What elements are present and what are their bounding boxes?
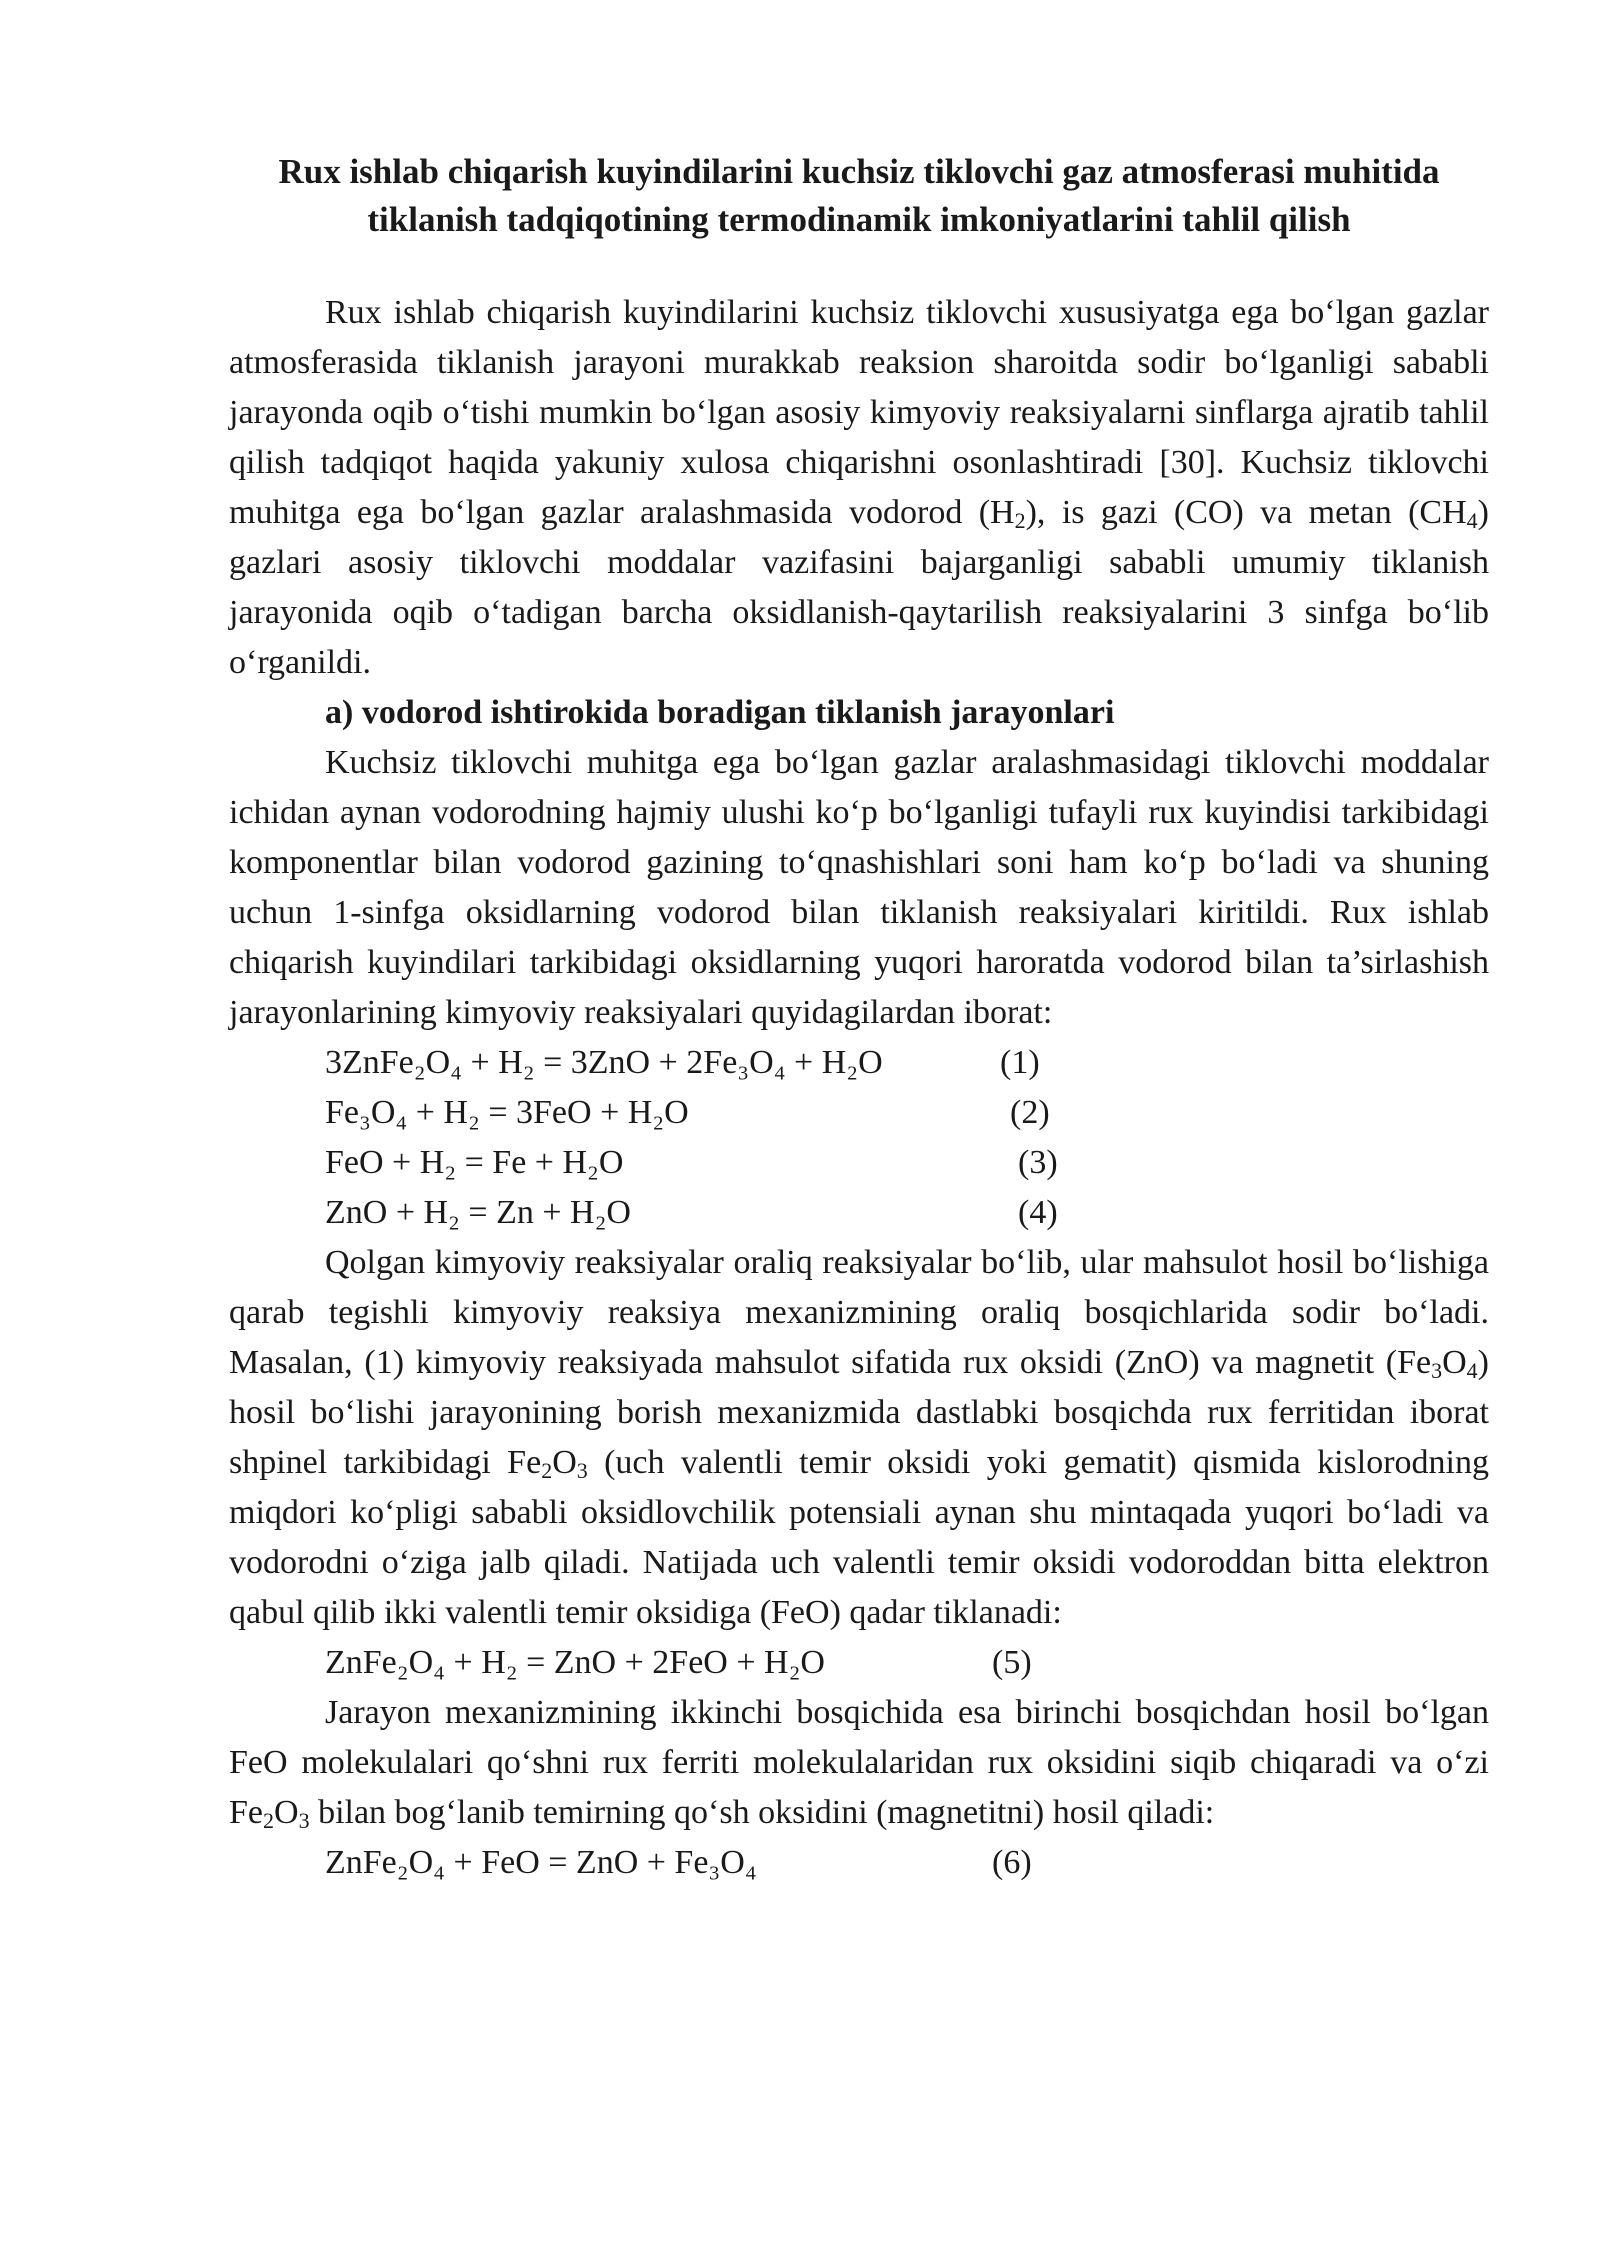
paragraph-mechanism-text-2: O bbox=[1442, 1344, 1467, 1381]
equation-4 bbox=[229, 1188, 1489, 1238]
equation-2 bbox=[229, 1088, 1489, 1138]
equation-3-number: (3) bbox=[1018, 1144, 1058, 1181]
paragraph-mechanism-text-1: Qolgan kimyoviy reaksiyalar oraliq reaksiyalar bo‘lib, ular mahsulot hosil bo‘lishiga qarab tegishli kimyoviy reaksiya mexanizmining oraliq bosqichlarida sodir bo‘ladi. Masalan, (1) kimyoviy reaksiyada mahsulot sifatida rux oksidi (ZnO) va magnetit (Fe bbox=[229, 1244, 1489, 1381]
paragraph-intro-text-2: ), is gazi (CO) va metan (CH bbox=[1025, 494, 1467, 531]
equation-5 bbox=[229, 1638, 1489, 1688]
equation-6-formula: ZnFe₂O₄ + FeO = ZnO + Fe₃O₄ bbox=[325, 1844, 757, 1881]
equation-2-number: (2) bbox=[1010, 1094, 1050, 1131]
section-heading-a: a) vodorod ishtirokida boradigan tiklanish jarayonlari bbox=[325, 694, 1115, 731]
document-title: Rux ishlab chiqarish kuyindilarini kuchsiz tiklovchi gaz atmosferasi muhitida tiklanish tadqiqotining termodinamik imkoniyatlarini tahlil qilish bbox=[278, 152, 1440, 239]
equation-4-formula: ZnO + H₂ = Zn + H₂O bbox=[325, 1194, 631, 1231]
equation-1-formula: 3ZnFe₂O₄ + H₂ = 3ZnO + 2Fe₃O₄ + H₂O bbox=[325, 1044, 883, 1081]
subscript: 3 bbox=[576, 1458, 588, 1483]
equation-1-number: (1) bbox=[1000, 1044, 1040, 1081]
equation-5-number: (5) bbox=[992, 1644, 1032, 1681]
paragraph-hydrogen: Kuchsiz tiklovchi muhitga ega bo‘lgan gazlar aralashmasidagi tiklovchi moddalar ichidan aynan vodorodning hajmiy ulushi ko‘p bo‘lganligi tufayli rux kuyindisi tarkibidagi komponentlar bilan vodorod gazining to‘qnashishlari soni ham ko‘p bo‘ladi va shuning uchun 1-sinfga oksidlarning vodorod bilan tiklanish reaksiyalari kiritildi. Rux ishlab chiqarish kuyindilari tarkibidagi oksidlarning yuqori haroratda vodorod bilan ta’sirlashish jarayonlarining kimyoviy reaksiyalari quyidagilardan iborat: bbox=[229, 744, 1489, 1031]
paragraph-mechanism-text-4: O bbox=[552, 1444, 577, 1481]
subscript: 2 bbox=[263, 1808, 274, 1833]
document-page bbox=[229, 148, 1489, 1888]
paragraph-intro-text-1: Rux ishlab chiqarish kuyindilarini kuchsiz tiklovchi xususiyatga ega bo‘lgan gazlar atmosferasida tiklanish jarayoni murakkab reaksion sharoitda sodir bo‘lganligi sababli jarayonda oqib o‘tishi mumkin bo‘lgan asosiy kimyoviy reaksiyalarni sinflarga ajratib tahlil qilish tadqiqot haqida yakuniy xulosa chiqarishni osonlashtiradi [30]. Kuchsiz tiklovchi muhitga ega bo‘lgan gazlar aralashmasida vodorod (H bbox=[229, 294, 1489, 531]
paragraph-second-stage-text-2: O bbox=[274, 1794, 299, 1831]
equation-6 bbox=[229, 1838, 1489, 1888]
equation-4-number: (4) bbox=[1018, 1194, 1058, 1231]
subscript: 2 bbox=[1014, 508, 1026, 533]
subscript: 3 bbox=[1431, 1358, 1443, 1383]
paragraph-second-stage bbox=[229, 1688, 1489, 1838]
paragraph-mechanism bbox=[229, 1238, 1489, 1638]
subscript: 4 bbox=[1466, 508, 1478, 533]
equation-5-formula: ZnFe₂O₄ + H₂ = ZnO + 2FeO + H₂O bbox=[325, 1644, 825, 1681]
subscript: 3 bbox=[298, 1808, 310, 1833]
paragraph-intro bbox=[229, 288, 1489, 688]
paragraph-second-stage-text-1: Jarayon mexanizmining ikkinchi bosqichida esa birinchi bosqichdan hosil bo‘lgan FeO molekulalari qo‘shni rux ferriti molekulalaridan rux oksidini siqib chiqaradi va o‘zi Fe bbox=[229, 1694, 1489, 1831]
paragraph-mechanism-text-3: ) hosil bo‘lishi jarayonining borish mexanizmida dastlabki bosqichda rux ferritidan iborat shpinel tarkibidagi Fe bbox=[229, 1344, 1489, 1481]
equation-3-formula: FeO + H₂ = Fe + H₂O bbox=[325, 1144, 624, 1181]
paragraph-second-stage-text-3: bilan bog‘lanib temirning qo‘sh oksidini (magnetitni) hosil qiladi: bbox=[309, 1794, 1215, 1831]
equation-1 bbox=[229, 1038, 1489, 1088]
equation-3 bbox=[229, 1138, 1489, 1188]
paragraph-mechanism-text-5: (uch valentli temir oksidi yoki gematit) qismida kislorodning miqdori ko‘pligi sababli oksidlovchilik potensiali aynan shu mintaqada yuqori bo‘ladi va vodorodni o‘ziga jalb qiladi. Natijada uch valentli temir oksidi vodoroddan bitta elektron qabul qilib ikki valentli temir oksidiga (FeO) qadar tiklanadi: bbox=[229, 1444, 1489, 1631]
paragraph-intro-text-3: ) gazlari asosiy tiklovchi moddalar vazifasini bajarganligi sababli umumiy tiklanish jarayonida oqib o‘tadigan barcha oksidlanish-qaytarilish reaksiyalarini 3 sinfga bo‘lib o‘rganildi. bbox=[229, 494, 1489, 681]
subscript: 2 bbox=[541, 1458, 553, 1483]
subscript: 4 bbox=[1466, 1358, 1478, 1383]
equation-2-formula: Fe₃O₄ + H₂ = 3FeO + H₂O bbox=[325, 1094, 689, 1131]
equation-6-number: (6) bbox=[992, 1844, 1032, 1881]
